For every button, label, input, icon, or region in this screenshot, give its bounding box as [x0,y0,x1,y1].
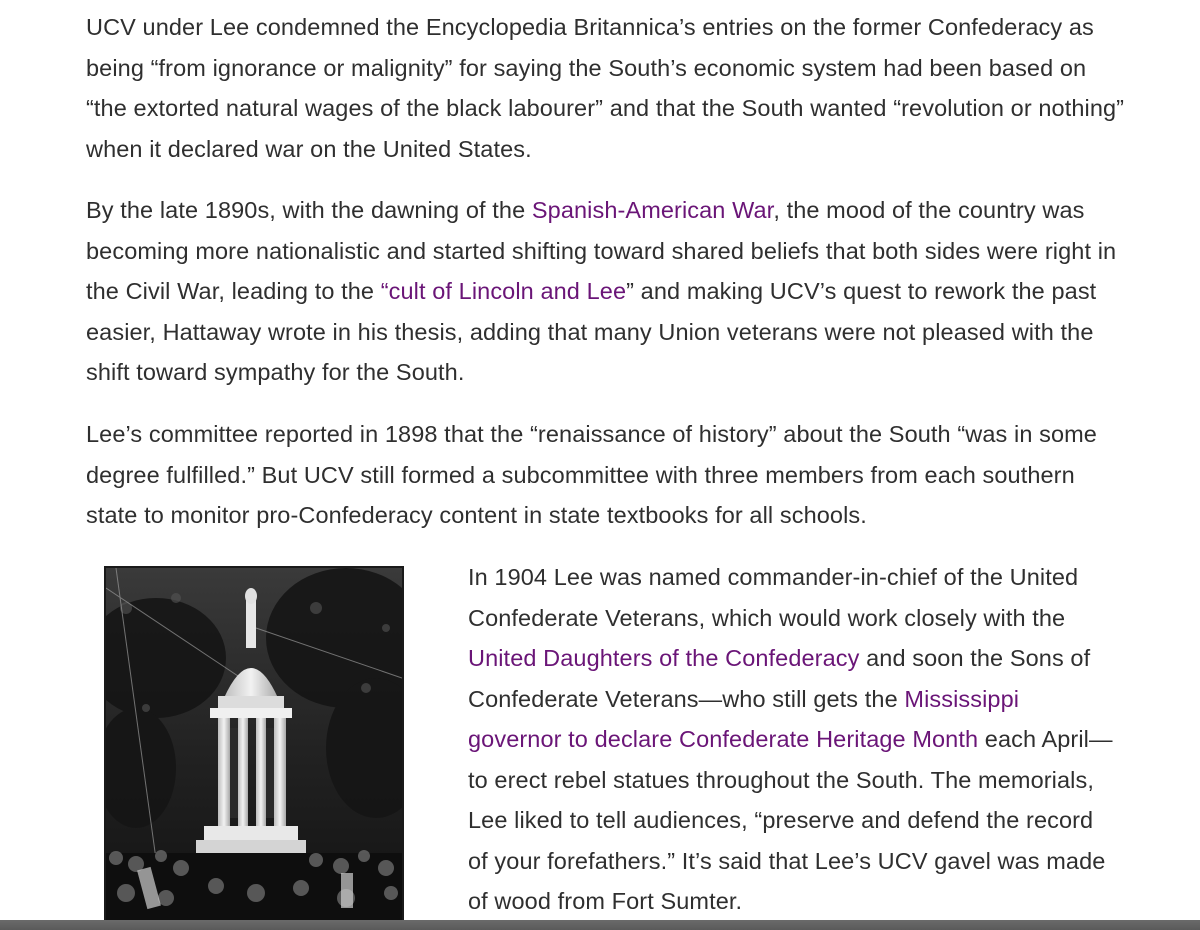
monument-photo [104,566,404,930]
link-cult-of-lincoln-and-lee[interactable]: “cult of Lincoln and Lee [380,278,627,304]
paragraph-committee-report [86,414,1126,536]
paragraph-text: In 1904 Lee was named commander-in-chief of the United Confederate Veterans, which would work closely with the [468,564,1079,631]
link-united-daughters-of-the-confederacy[interactable]: United Daughters of the Confederacy [468,645,860,671]
link-spanish-american-war[interactable]: Spanish-American War [531,197,774,223]
paragraph-text: and soon the Sons of Confederate Veterans—who still gets the [468,645,1091,712]
paragraph-text: ” and making UCV’s quest to rework the past easier, Hattaway wrote in his thesis, adding that many Union veterans were not pleased with the shift toward sympathy for the South. [86,278,1097,385]
paragraph-spanish-american-war [86,190,1126,393]
paragraph-text: By the late 1890s, with the dawning of the [86,197,532,223]
paragraph-text: UCV under Lee condemned the Encyclopedia Britannica’s entries on the former Confederacy as being “from ignorance or malignity” for saying the South’s economic system had been based on “the extorted natural wages of the black labourer” and that the South wanted “revolution or nothing” when it declared war on the United States. [86,14,1125,162]
paragraph-encyclopedia [86,7,1126,169]
paragraph-text: each April—to erect rebel statues throughout the South. The memorials, Lee liked to tell audiences, “preserve and defend the record of your forefathers.” It’s said that Lee’s UCV gavel was made of wood from Fort Sumter. [468,726,1113,914]
paragraph-text: Lee’s committee reported in 1898 that the “renaissance of history” about the South “was in some degree fulfilled.” But UCV still formed a subcommittee with three members from each southern state to monitor pro-Confederacy content in state textbooks for all schools. [86,421,1097,528]
bottom-scroll-bar [0,920,1200,930]
paragraph-commander-in-chief [468,557,1118,922]
paragraph-text: , the mood of the country was becoming more nationalistic and started shifting toward shared beliefs that both sides were right in the Civil War, leading to the [86,197,1117,304]
link-confederate-heritage-month[interactable]: Mississippi governor to declare Confederate Heritage Month [468,685,1020,752]
